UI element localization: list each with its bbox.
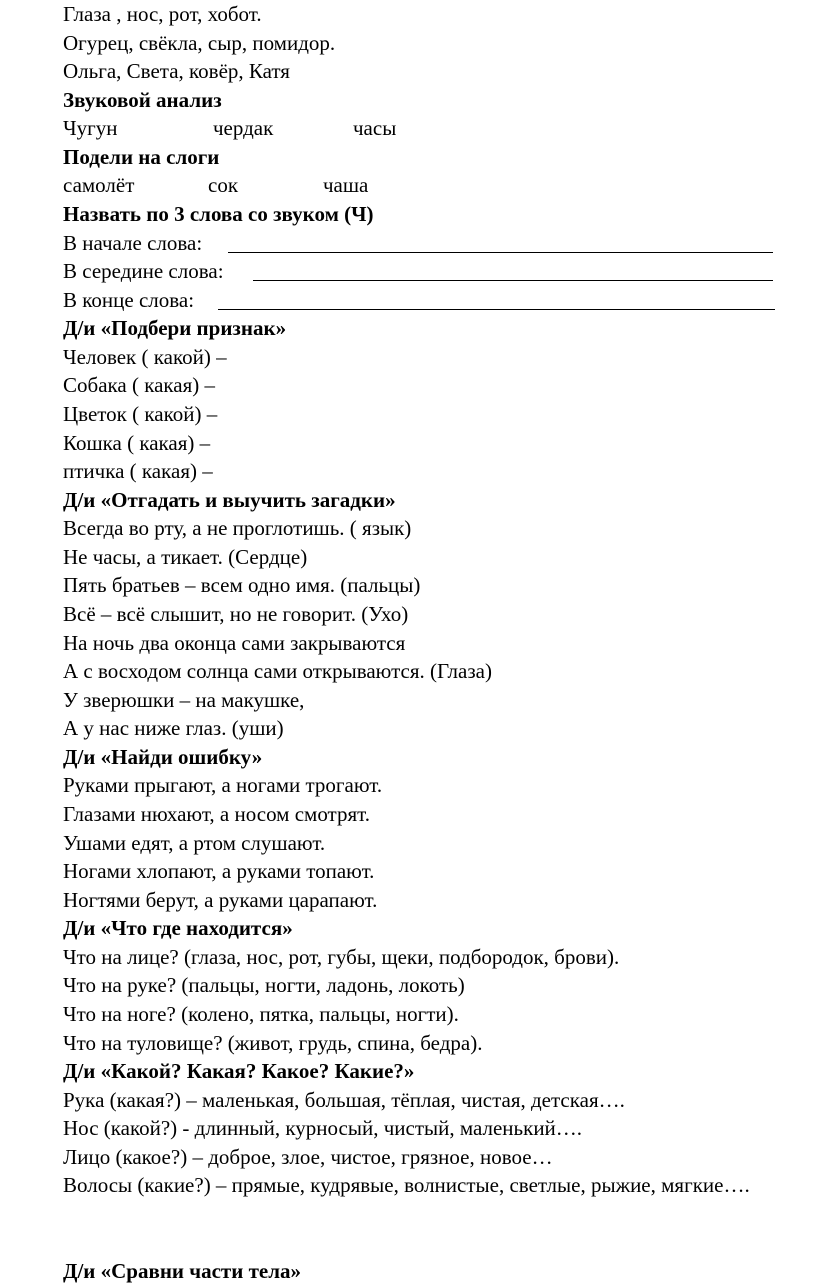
section-heading: Д/и «Отгадать и выучить загадки»	[63, 488, 396, 512]
blank-line	[218, 309, 775, 310]
word: сок	[208, 173, 239, 197]
word: Чугун	[63, 116, 118, 140]
text-line: Глаза , нос, рот, хобот.	[63, 2, 262, 26]
list-item: Лицо (какое?) – доброе, злое, чистое, грязное, новое…	[63, 1145, 553, 1169]
word-row	[63, 114, 463, 142]
section-heading: Д/и «Найди ошибку»	[63, 745, 263, 769]
list-item: Собака ( какая) –	[63, 373, 216, 397]
list-item: Что на лице? (глаза, нос, рот, губы, щеки, подбородок, брови).	[63, 945, 620, 969]
list-item: птичка ( какая) –	[63, 459, 213, 483]
fill-label: В начале слова:	[63, 231, 203, 255]
riddle-line: А с восходом солнца сами открываются. (Глаза)	[63, 659, 492, 683]
blank-line	[253, 280, 773, 281]
list-item: Глазами нюхают, а носом смотрят.	[63, 802, 370, 826]
riddle-line: Не часы, а тикает. (Сердце)	[63, 545, 308, 569]
fill-label: В середине слова:	[63, 259, 224, 283]
list-item: Кошка ( какая) –	[63, 431, 211, 455]
section-heading: Подели на слоги	[63, 145, 220, 169]
list-item: Рука (какая?) – маленькая, большая, тёплая, чистая, детская….	[63, 1088, 625, 1112]
section-heading: Д/и «Какой? Какая? Какое? Какие?»	[63, 1059, 415, 1083]
justified-paragraph: Волосы (какие?) – прямые, кудрявые, волнистые, светлые, рыжие, мягкие….	[63, 1173, 750, 1197]
list-item: Что на ноге? (колено, пятка, пальцы, ногти).	[63, 1002, 459, 1026]
list-item: Руками прыгают, а ногами трогают.	[63, 773, 383, 797]
riddle-line: Всегда во рту, а не проглотишь. ( язык)	[63, 516, 412, 540]
word: чаша	[323, 173, 369, 197]
riddle-line: Пять братьев – всем одно имя. (пальцы)	[63, 573, 421, 597]
fill-line-start	[63, 229, 773, 257]
list-item: Что на туловище? (живот, грудь, спина, бедра).	[63, 1031, 483, 1055]
list-item: Человек ( какой) –	[63, 345, 227, 369]
word: чердак	[213, 116, 274, 140]
blank-line	[228, 252, 773, 253]
riddle-line: А у нас ниже глаз. (уши)	[63, 716, 284, 740]
riddle-line: У зверюшки – на макушке,	[63, 688, 305, 712]
text-line: Огурец, свёкла, сыр, помидор.	[63, 31, 336, 55]
list-item: Ногтями берут, а руками царапают.	[63, 888, 378, 912]
list-item: Ногами хлопают, а руками топают.	[63, 859, 375, 883]
word: часы	[353, 116, 397, 140]
riddle-line: Всё – всё слышит, но не говорит. (Ухо)	[63, 602, 409, 626]
riddle-line: На ночь два оконца сами закрываются	[63, 631, 406, 655]
fill-line-end	[63, 286, 775, 314]
section-heading: Звуковой анализ	[63, 88, 222, 112]
list-item: Что на руке? (пальцы, ногти, ладонь, локоть)	[63, 973, 465, 997]
word-row	[63, 171, 463, 199]
section-heading: Д/и «Что где находится»	[63, 916, 293, 940]
list-item: Нос (какой?) - длинный, курносый, чистый, маленький….	[63, 1116, 583, 1140]
section-heading: Назвать по 3 слова со звуком (Ч)	[63, 202, 374, 226]
section-heading: Д/и «Сравни части тела»	[63, 1259, 302, 1283]
fill-label: В конце слова:	[63, 288, 195, 312]
word: самолёт	[63, 173, 135, 197]
section-heading: Д/и «Подбери признак»	[63, 316, 287, 340]
fill-line-middle	[63, 257, 773, 285]
list-item: Ушами едят, а ртом слушают.	[63, 831, 326, 855]
text-line: Ольга, Света, ковёр, Катя	[63, 59, 290, 83]
list-item: Цветок ( какой) –	[63, 402, 218, 426]
